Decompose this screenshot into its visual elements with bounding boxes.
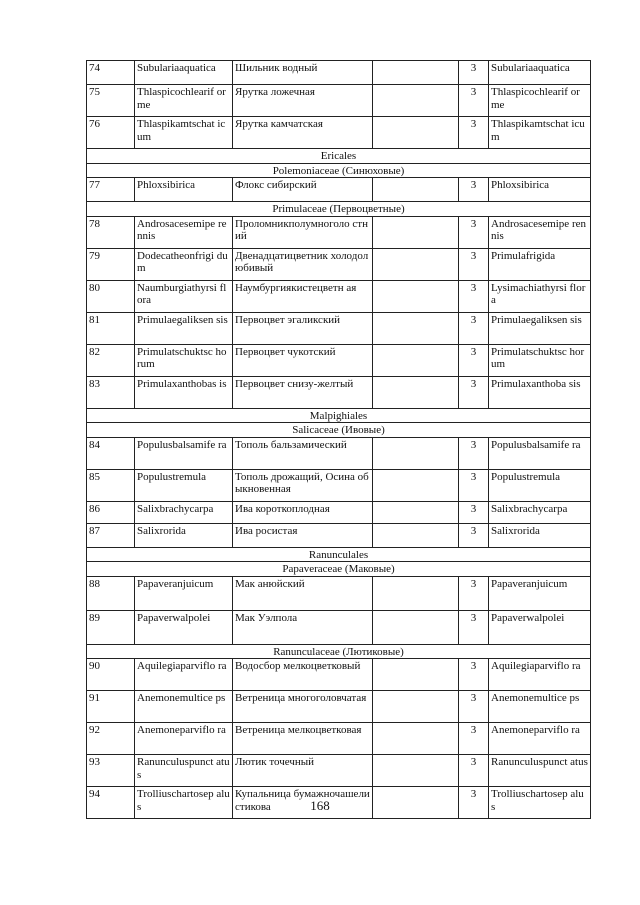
extra-cell	[373, 469, 459, 501]
latin-name-synonym: Lysimachiathyrsi flora	[489, 280, 591, 312]
russian-name: Ветреница многоголовчатая	[233, 691, 373, 723]
russian-name: Первоцвет эгаликский	[233, 312, 373, 344]
category-cell: 3	[459, 723, 489, 755]
category-cell: 3	[459, 312, 489, 344]
russian-name: Ива короткоплодная	[233, 501, 373, 523]
category-cell: 3	[459, 501, 489, 523]
extra-cell	[373, 248, 459, 280]
table-row	[87, 576, 591, 610]
latin-name-synonym: Thlaspicochlearif orme	[489, 85, 591, 117]
group-heading: Salicaceae (Ивовые)	[87, 423, 591, 438]
latin-name: Phloxsibirica	[135, 178, 233, 202]
group-heading: Ranunculales	[87, 547, 591, 562]
category-cell: 3	[459, 576, 489, 610]
russian-name: Ветреница мелкоцветковая	[233, 723, 373, 755]
latin-name-synonym: Primulaegaliksen sis	[489, 312, 591, 344]
latin-name-synonym: Thlaspikamtschat icum	[489, 117, 591, 149]
group-row	[87, 423, 591, 438]
row-number: 74	[87, 61, 135, 85]
latin-name: Dodecatheonfrigi dum	[135, 248, 233, 280]
russian-name: Первоцвет чукотский	[233, 344, 373, 376]
category-cell: 3	[459, 344, 489, 376]
latin-name-synonym: Primulatschuktsc horum	[489, 344, 591, 376]
latin-name: Salixrorida	[135, 523, 233, 547]
latin-name-synonym: Salixrorida	[489, 523, 591, 547]
table-row	[87, 437, 591, 469]
group-row	[87, 644, 591, 659]
row-number: 85	[87, 469, 135, 501]
table-row	[87, 755, 591, 787]
extra-cell	[373, 691, 459, 723]
extra-cell	[373, 523, 459, 547]
extra-cell	[373, 501, 459, 523]
latin-name: Papaveranjuicum	[135, 576, 233, 610]
russian-name: Шильник водный	[233, 61, 373, 85]
russian-name: Водосбор мелкоцветковый	[233, 659, 373, 691]
latin-name: Primulaegaliksen sis	[135, 312, 233, 344]
category-cell: 3	[459, 61, 489, 85]
latin-name: Populusbalsamife ra	[135, 437, 233, 469]
latin-name-synonym: Subulariaaquatica	[489, 61, 591, 85]
russian-name: Двенадцатицветник холодолюбивый	[233, 248, 373, 280]
latin-name-synonym: Papaverwalpolei	[489, 610, 591, 644]
row-number: 77	[87, 178, 135, 202]
latin-name: Anemonemultice ps	[135, 691, 233, 723]
category-cell: 3	[459, 85, 489, 117]
latin-name: Aquilegiaparviflo ra	[135, 659, 233, 691]
latin-name-synonym: Primulaxanthoba sis	[489, 376, 591, 408]
row-number: 94	[87, 787, 135, 819]
extra-cell	[373, 85, 459, 117]
latin-name: Subulariaaquatica	[135, 61, 233, 85]
latin-name-synonym: Trolliuschartosep alus	[489, 787, 591, 819]
group-heading: Polemoniaceae (Синюховые)	[87, 163, 591, 178]
extra-cell	[373, 376, 459, 408]
russian-name: Тополь дрожащий, Осина обыкновенная	[233, 469, 373, 501]
group-row	[87, 163, 591, 178]
extra-cell	[373, 61, 459, 85]
latin-name: Populustremula	[135, 469, 233, 501]
category-cell: 3	[459, 437, 489, 469]
group-heading: Ericales	[87, 149, 591, 164]
latin-name: Salixbrachycarpa	[135, 501, 233, 523]
row-number: 88	[87, 576, 135, 610]
category-cell: 3	[459, 117, 489, 149]
group-row	[87, 149, 591, 164]
table-row	[87, 610, 591, 644]
table-row	[87, 178, 591, 202]
species-table-body	[87, 61, 591, 819]
table-row	[87, 312, 591, 344]
latin-name-synonym: Primulafrigida	[489, 248, 591, 280]
russian-name: Мак анюйский	[233, 576, 373, 610]
row-number: 75	[87, 85, 135, 117]
table-row	[87, 344, 591, 376]
table-row	[87, 376, 591, 408]
category-cell: 3	[459, 610, 489, 644]
table-row	[87, 117, 591, 149]
group-row	[87, 547, 591, 562]
extra-cell	[373, 659, 459, 691]
russian-name: Мак Уэлпола	[233, 610, 373, 644]
row-number: 82	[87, 344, 135, 376]
extra-cell	[373, 117, 459, 149]
table-row	[87, 280, 591, 312]
row-number: 76	[87, 117, 135, 149]
row-number: 81	[87, 312, 135, 344]
latin-name-synonym: Ranunculuspunct atus	[489, 755, 591, 787]
category-cell: 3	[459, 755, 489, 787]
table-row	[87, 469, 591, 501]
latin-name-synonym: Anemoneparviflo ra	[489, 723, 591, 755]
category-cell: 3	[459, 216, 489, 248]
russian-name: Тополь бальзамический	[233, 437, 373, 469]
extra-cell	[373, 610, 459, 644]
extra-cell	[373, 344, 459, 376]
russian-name: Ива росистая	[233, 523, 373, 547]
group-heading: Papaveraceae (Маковые)	[87, 562, 591, 577]
row-number: 86	[87, 501, 135, 523]
table-row	[87, 501, 591, 523]
latin-name-synonym: Aquilegiaparviflo ra	[489, 659, 591, 691]
table-row	[87, 691, 591, 723]
group-heading: Ranunculaceae (Лютиковые)	[87, 644, 591, 659]
row-number: 92	[87, 723, 135, 755]
category-cell: 3	[459, 469, 489, 501]
category-cell: 3	[459, 178, 489, 202]
latin-name-synonym: Salixbrachycarpa	[489, 501, 591, 523]
group-row	[87, 202, 591, 217]
species-table	[86, 60, 591, 819]
group-row	[87, 408, 591, 423]
latin-name-synonym: Phloxsibirica	[489, 178, 591, 202]
table-row	[87, 216, 591, 248]
category-cell: 3	[459, 280, 489, 312]
latin-name-synonym: Populustremula	[489, 469, 591, 501]
russian-name: Первоцвет снизу-желтый	[233, 376, 373, 408]
latin-name: Androsacesemipe rennis	[135, 216, 233, 248]
row-number: 87	[87, 523, 135, 547]
russian-name: Купальница бумажночашелистикова	[233, 787, 373, 819]
table-row	[87, 723, 591, 755]
latin-name: Anemoneparviflo ra	[135, 723, 233, 755]
extra-cell	[373, 437, 459, 469]
category-cell: 3	[459, 691, 489, 723]
category-cell: 3	[459, 248, 489, 280]
latin-name: Trolliuschartosep alus	[135, 787, 233, 819]
extra-cell	[373, 280, 459, 312]
extra-cell	[373, 216, 459, 248]
russian-name: Ярутка камчатская	[233, 117, 373, 149]
latin-name: Papaverwalpolei	[135, 610, 233, 644]
latin-name: Primulaxanthobas is	[135, 376, 233, 408]
russian-name: Флокс сибирский	[233, 178, 373, 202]
category-cell: 3	[459, 787, 489, 819]
russian-name: Ярутка ложечная	[233, 85, 373, 117]
group-row	[87, 562, 591, 577]
row-number: 80	[87, 280, 135, 312]
extra-cell	[373, 178, 459, 202]
table-row	[87, 659, 591, 691]
row-number: 91	[87, 691, 135, 723]
latin-name: Naumburgiathyrsi flora	[135, 280, 233, 312]
latin-name-synonym: Papaveranjuicum	[489, 576, 591, 610]
table-row	[87, 248, 591, 280]
latin-name: Primulatschuktsc horum	[135, 344, 233, 376]
row-number: 84	[87, 437, 135, 469]
page-number: 168	[310, 798, 330, 813]
latin-name-synonym: Androsacesemipe rennis	[489, 216, 591, 248]
latin-name: Ranunculuspunct atus	[135, 755, 233, 787]
extra-cell	[373, 576, 459, 610]
russian-name: Наумбургиякистецветн ая	[233, 280, 373, 312]
latin-name-synonym: Populusbalsamife ra	[489, 437, 591, 469]
extra-cell	[373, 755, 459, 787]
latin-name: Thlaspikamtschat icum	[135, 117, 233, 149]
row-number: 78	[87, 216, 135, 248]
row-number: 79	[87, 248, 135, 280]
row-number: 89	[87, 610, 135, 644]
extra-cell	[373, 723, 459, 755]
russian-name: Проломникполумноголо стний	[233, 216, 373, 248]
category-cell: 3	[459, 659, 489, 691]
row-number: 93	[87, 755, 135, 787]
table-row	[87, 85, 591, 117]
row-number: 90	[87, 659, 135, 691]
latin-name-synonym: Anemonemultice ps	[489, 691, 591, 723]
latin-name: Thlaspicochlearif orme	[135, 85, 233, 117]
group-heading: Malpighiales	[87, 408, 591, 423]
group-heading: Primulaceae (Первоцветные)	[87, 202, 591, 217]
russian-name: Лютик точечный	[233, 755, 373, 787]
extra-cell	[373, 312, 459, 344]
category-cell: 3	[459, 523, 489, 547]
row-number: 83	[87, 376, 135, 408]
category-cell: 3	[459, 376, 489, 408]
table-row	[87, 523, 591, 547]
table-row	[87, 61, 591, 85]
